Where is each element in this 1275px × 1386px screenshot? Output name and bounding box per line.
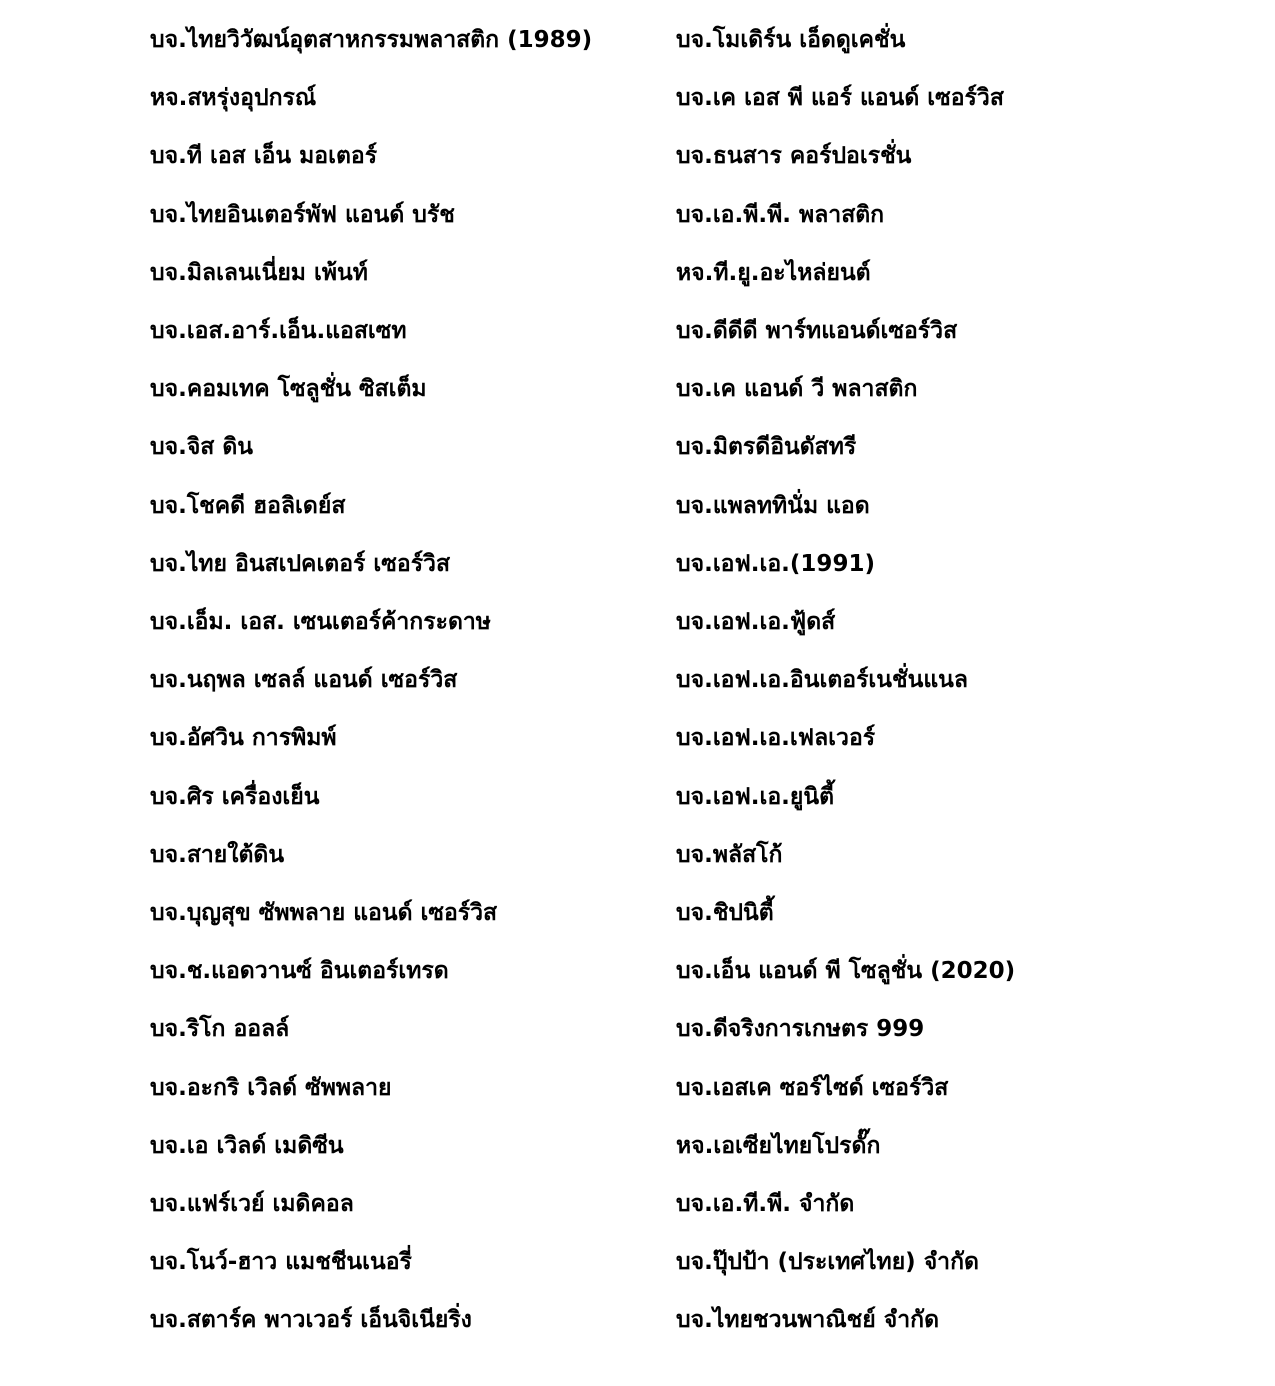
- company-name: บจ.ที เอส เอ็น มอเตอร์: [150, 143, 378, 170]
- company-name: บจ.ไทยชวนพาณิชย์ จำกัด: [676, 1307, 940, 1334]
- company-name: บจ.ศิร เครื่องเย็น: [150, 783, 320, 810]
- company-name: บจ.ปุ๊ปป้า (ประเทศไทย) จำกัด: [676, 1249, 979, 1276]
- company-name: บจ.เอ เวิลด์ เมดิซีน: [150, 1132, 344, 1159]
- company-name: บจ.ดีจริงการเกษตร 999: [676, 1016, 925, 1043]
- company-name: บจ.โมเดิร์น เอ็ดดูเคชั่น: [676, 27, 906, 53]
- company-name: บจ.ริโก ออลล์: [150, 1016, 290, 1043]
- company-name: บจ.คอมเทค โซลูชั่น ซิสเต็ม: [150, 376, 427, 403]
- company-name: บจ.เอ็ม. เอส. เซนเตอร์ค้ากระดาษ: [150, 609, 491, 635]
- company-name: บจ.เอ็น แอนด์ พี โซลูชั่น (2020): [676, 958, 1016, 985]
- company-name: บจ.ไทยอินเตอร์พัฟ แอนด์ บรัช: [150, 201, 455, 228]
- company-name: หจ.สหรุ่งอุปกรณ์: [150, 85, 317, 112]
- company-name: บจ.อะกริ เวิลด์ ซัพพลาย: [150, 1074, 392, 1101]
- company-name: บจ.สายใต้ดิน: [150, 841, 285, 868]
- company-name: บจ.เอ.ที.พี. จำกัด: [676, 1191, 855, 1217]
- company-name: บจ.นฤพล เซลล์ แอนด์ เซอร์วิส: [150, 667, 458, 694]
- company-name: บจ.เอฟ.เอ.อินเตอร์เนชั่นแนล: [676, 667, 968, 694]
- company-name: บจ.แพลททินั่ม แอด: [676, 492, 870, 519]
- company-name: หจ.เอเซียไทยโปรดั๊ก: [676, 1132, 881, 1159]
- company-name: บจ.ไทย อินสเปคเตอร์ เซอร์วิส: [150, 550, 451, 577]
- company-name: บจ.แฟร์เวย์ เมดิคอล: [150, 1191, 354, 1217]
- company-name: บจ.เอฟ.เอ.(1991): [676, 550, 875, 577]
- company-name: บจ.เอฟ.เอ.เฟลเวอร์: [676, 725, 876, 752]
- company-name: บจ.ชิปนิตี้: [676, 900, 774, 926]
- company-name: บจ.เค เอส พี แอร์ แอนด์ เซอร์วิส: [676, 85, 1004, 112]
- company-name: บจ.เอฟ.เอ.ฟู้ดส์: [676, 609, 836, 635]
- company-name: บจ.สตาร์ค พาวเวอร์ เอ็นจิเนียริ่ง: [150, 1307, 472, 1334]
- company-name: บจ.ช.แอดวานซ์ อินเตอร์เทรด: [150, 958, 449, 985]
- company-name: บจ.เอส.อาร์.เอ็น.แอสเซท: [150, 318, 407, 344]
- company-name: บจ.อัศวิน การพิมพ์: [150, 725, 337, 752]
- company-name: หจ.ที.ยู.อะไหล่ยนต์: [676, 259, 871, 286]
- company-name: บจ.เอสเค ซอร์ไซด์ เซอร์วิส: [676, 1074, 949, 1101]
- company-name: บจ.โนว์-ฮาว แมชชีนเนอรี่: [150, 1249, 412, 1276]
- company-name: บจ.พลัสโก้: [676, 841, 783, 868]
- company-name: บจ.จิส ดิน: [150, 434, 253, 461]
- company-name: บจ.ดีดีดี พาร์ทแอนด์เซอร์วิส: [676, 318, 958, 344]
- company-name: บจ.มิลเลนเนี่ยม เพ้นท์: [150, 259, 368, 286]
- company-name: บจ.บุญสุข ซัพพลาย แอนด์ เซอร์วิส: [150, 900, 498, 926]
- company-name: บจ.เอ.พี.พี. พลาสติก: [676, 201, 885, 228]
- company-name: บจ.เอฟ.เอ.ยูนิตี้: [676, 783, 835, 810]
- company-name: บจ.มิตรดีอินดัสทรี: [676, 434, 857, 461]
- company-name: บจ.โชคดี ฮอลิเดย์ส: [150, 492, 346, 519]
- company-name: บจ.ไทยวิวัฒน์อุตสาหกรรมพลาสติก (1989): [150, 27, 593, 53]
- company-name: บจ.ธนสาร คอร์ปอเรชั่น: [676, 143, 912, 170]
- company-name: บจ.เค แอนด์ วี พลาสติก: [676, 376, 918, 403]
